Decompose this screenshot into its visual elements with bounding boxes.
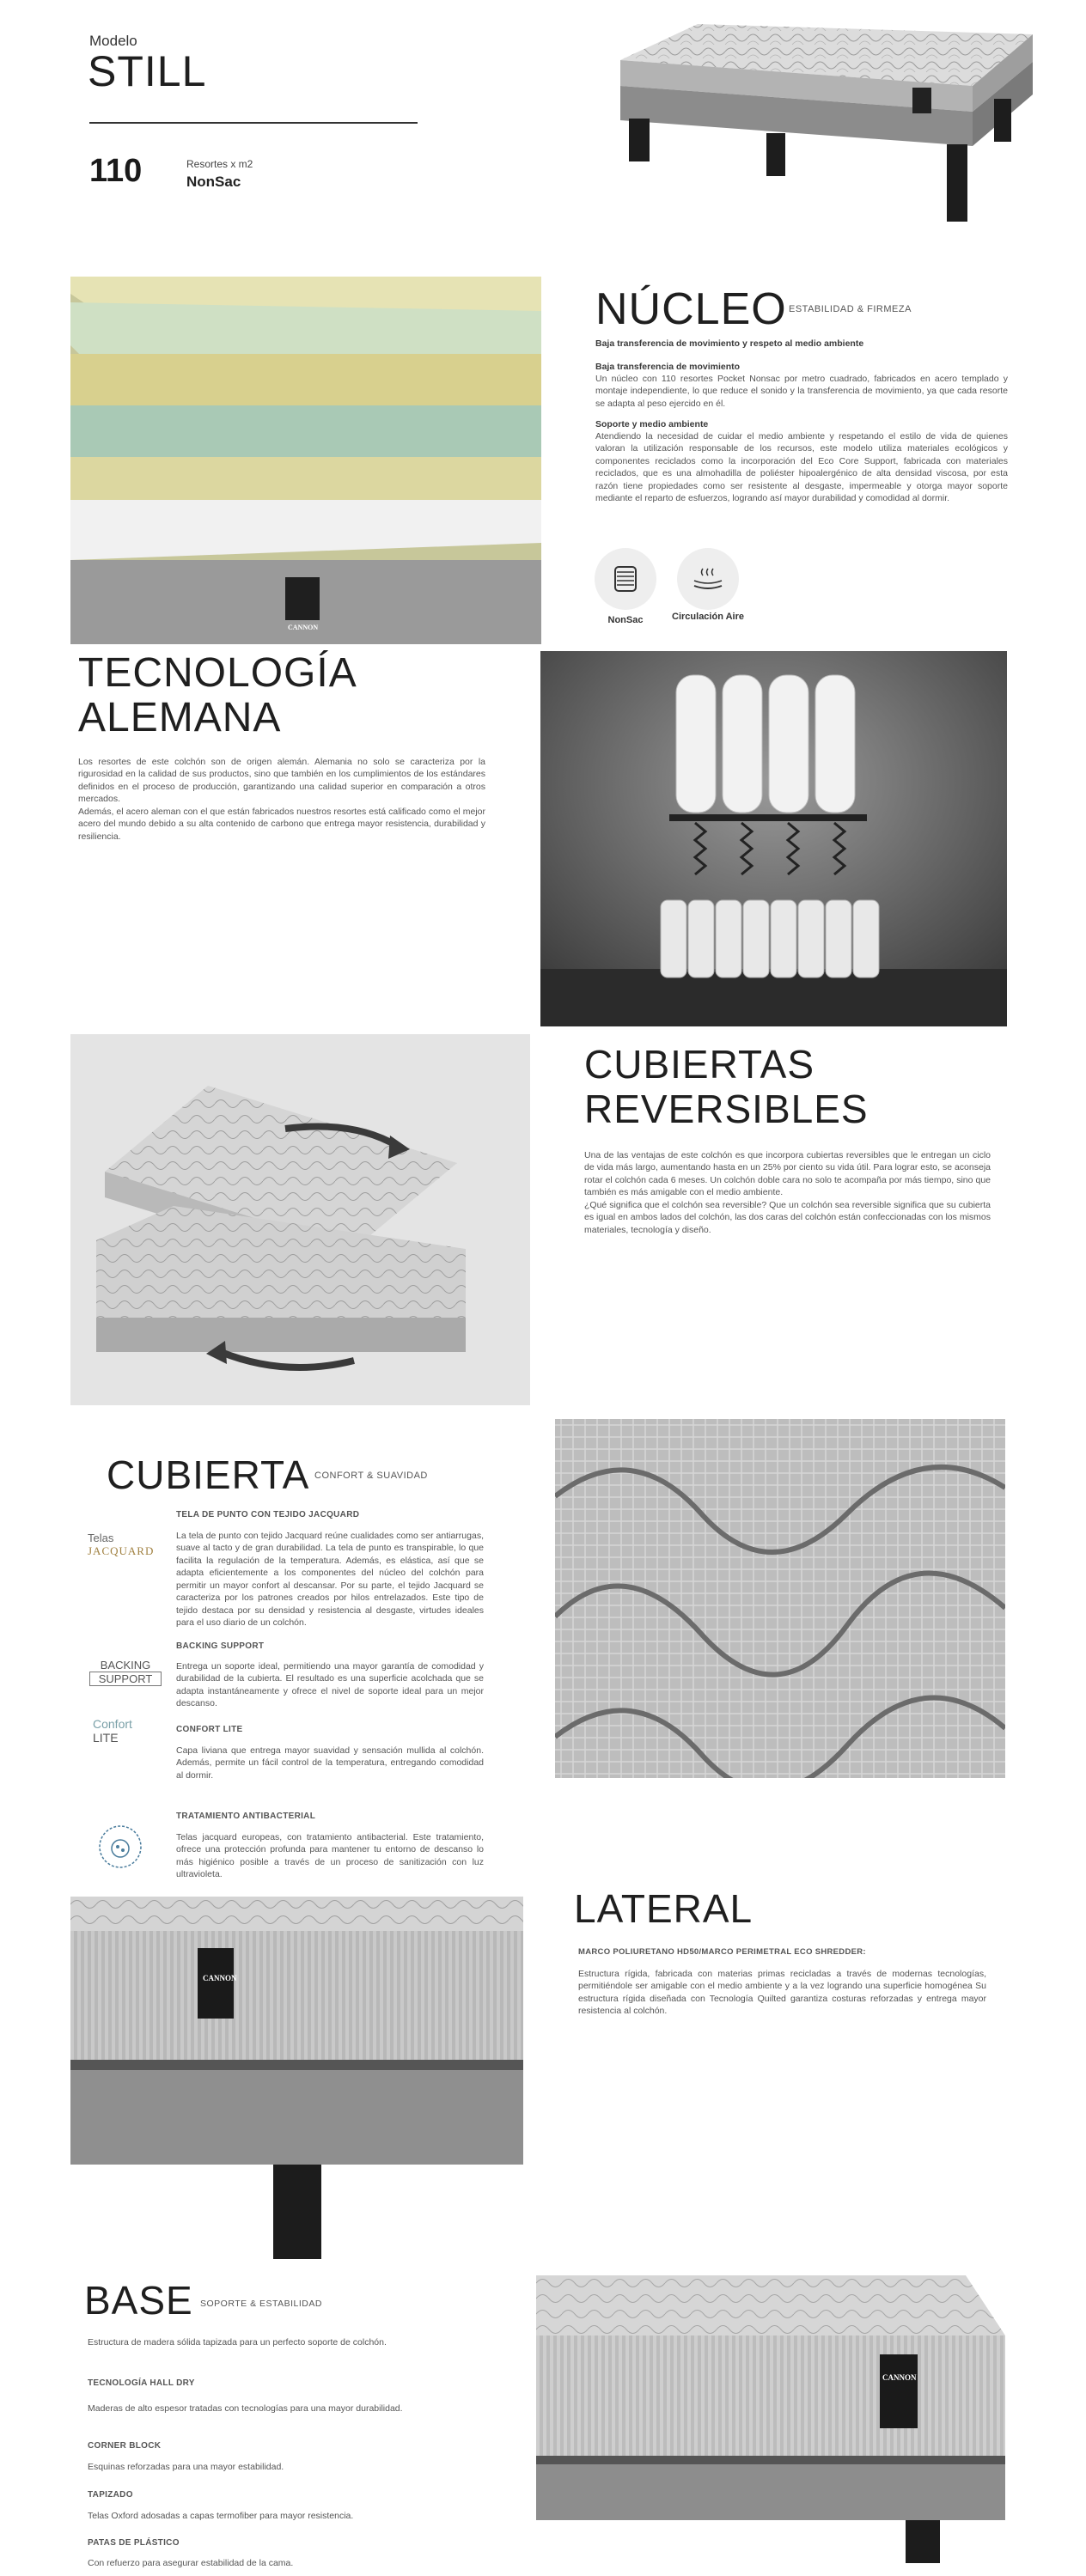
- base-title: BASE: [84, 2278, 193, 2323]
- springs-icon-label: NonSac: [607, 615, 644, 625]
- antibacterial-text: Telas jacquard europeas, con tratamiento antibacterial. Este tratamiento, ofrece una protección profunda para mantener tu entorno de descanso lo más higiénico posible a través de un proceso de sanitización con luz ultravioleta.: [176, 1832, 484, 1880]
- jacquard-fabric-closeup-image: [555, 1419, 1005, 1778]
- jacquard-logo-line2: JACQUARD: [88, 1544, 155, 1557]
- nucleo-tag: ESTABILIDAD & FIRMEZA: [789, 304, 912, 314]
- base-item-4-heading: PATAS DE PLÁSTICO: [88, 2538, 180, 2548]
- base-item-1-heading: TECNOLOGÍA HALL DRY: [88, 2378, 195, 2388]
- confort-lite-heading: CONFORT LITE: [176, 1725, 243, 1734]
- backing-support-text: Entrega un soporte ideal, permitiendo una mayor garantía de comodidad y durabilidad de la cubierta. El resultado es una superficie acolchada que se adapta instantáneamente y ofrece el nivel de soporte ideal para un mejor descanso.: [176, 1661, 484, 1709]
- lateral-heading: MARCO POLIURETANO HD50/MARCO PERIMETRAL ECO SHREDDER:: [578, 1947, 866, 1957]
- cubiertas-title-line2: REVERSIBLES: [584, 1087, 869, 1131]
- cubiertas-title-line1: CUBIERTAS: [584, 1042, 815, 1087]
- nucleo-section-1-text: Un núcleo con 110 resortes Pocket Nonsac por metro cuadrado, fabricados en acero templado y montaje independiente, lo que reduce el sonido y la transferencia de movimiento, ya que cada resorte se adapta al peso ejercido en él.: [595, 374, 1008, 409]
- tecnologia-text: Los resortes de este colchón son de origen alemán. Alemania no solo se caracteriza por la rigurosidad en la calidad de sus productos, sino que también en los cumplimientos de los estándares definidos en el proceso de producción, garantizando una calidad superior en comparación a otros mercados. Además, el acero aleman con el que están fabricados nuestros resortes está calificado como el mejor acero del mundo debido a su alta contenido de carbono que entrega mayor resistencia, durabilidad y resiliencia.: [78, 757, 485, 842]
- antibacterial-seal-icon: [96, 1823, 144, 1871]
- antibacterial-heading: TRATAMIENTO ANTIBACTERIAL: [176, 1812, 316, 1821]
- base-item-2-text: Esquinas reforzadas para una mayor estabilidad.: [88, 2462, 284, 2472]
- confort-lite-text: Capa liviana que entrega mayor suavidad y sensación mullida al colchón. Además, permite un fácil control de la temperatura, entregando comodidad al dormir.: [176, 1745, 484, 1781]
- confort-logo-line1: Confort: [93, 1717, 132, 1731]
- nucleo-intro: Baja transferencia de movimiento y respeto al medio ambiente: [595, 338, 864, 349]
- base-corner-image: [536, 2275, 1005, 2563]
- jacquard-text: La tela de punto con tejido Jacquard reúne cualidades como ser antiarrugas, suave al tacto y de gran durabilidad. La tela de punto es transpirable, lo que facilita la regulación de la temperatura. Además, es elástica, así que se adapta eficientemente a los componentes del núcleo del colchón para permitir un mayor confort al descansar. Por su parte, el tejido Jacquard se caracteriza por los patrones creados por hilos entrelazados. Este tipo de tejido destaca por su densidad y resistencia al desgaste, virtudes ideales para el uso diario de un colchón.: [176, 1531, 484, 1629]
- german-springs-image: [540, 651, 1007, 1026]
- mattress-side-image: [70, 1897, 523, 2259]
- model-name: STILL: [88, 47, 207, 95]
- jacquard-logo: [88, 1532, 165, 1558]
- base-item-3-heading: TAPIZADO: [88, 2490, 133, 2500]
- backing-logo-line1: BACKING: [100, 1659, 151, 1672]
- brand-label-2: CANNON: [882, 2373, 917, 2382]
- nucleo-section-2-text: Atendiendo la necesidad de cuidar el medio ambiente y respetando el estilo de vida de quienes valoran la utilización responsable de los recursos, este modelo utiliza materiales ecológicos y componentes reciclados como la incorporación del Eco Core Support, fabricada con materiales reciclados, que es una almohadilla de poliéster hipoalergénico de alta densidad viscosa, por esta razón tiene propiedades como ser resistente al desgaste, impermeable y otorga mayor soporte mediante el reparto de esfuerzos, logrando así mayor durabilidad y comodidad al dormir.: [595, 431, 1008, 504]
- base-tag: SOPORTE & ESTABILIDAD: [200, 2299, 322, 2309]
- springs-unit: Resortes x m2: [186, 158, 253, 170]
- base-intro: Estructura de madera sólida tapizada para un perfecto soporte de colchón.: [88, 2337, 387, 2348]
- jacquard-heading: TELA DE PUNTO CON TEJIDO JACQUARD: [176, 1510, 360, 1519]
- air-circulation-icon: [677, 548, 739, 610]
- base-item-4-text: Con refuerzo para asegurar estabilidad de la cama.: [88, 2558, 294, 2568]
- springs-icon: [595, 548, 656, 610]
- base-item-3-text: Telas Oxford adosadas a capas termofiber para mayor resistencia.: [88, 2511, 354, 2521]
- backing-support-logo: [89, 1659, 162, 1686]
- brand-label-3: CANNON: [288, 624, 319, 631]
- base-item-1-text: Maderas de alto espesor tratadas con tecnologías para una mayor durabilidad.: [88, 2403, 403, 2414]
- backing-logo-line2: SUPPORT: [89, 1672, 162, 1686]
- cubierta-title: CUBIERTA: [107, 1452, 310, 1497]
- backing-support-heading: BACKING SUPPORT: [176, 1641, 265, 1651]
- tecnologia-title-line1: TECNOLOGÍA: [78, 650, 357, 696]
- hero-mattress-image: [569, 17, 1033, 232]
- base-item-2-heading: CORNER BLOCK: [88, 2441, 162, 2451]
- nucleo-title: NÚCLEO: [595, 284, 787, 334]
- foam-layers-image: [70, 277, 541, 644]
- air-circulation-label: Circulación Aire: [672, 612, 744, 622]
- tecnologia-title-line2: ALEMANA: [78, 695, 282, 740]
- confort-lite-logo: [93, 1717, 165, 1745]
- reversible-mattress-image: [70, 1034, 530, 1405]
- nucleo-section-2-heading: Soporte y medio ambiente: [595, 419, 709, 429]
- springs-count: 110: [89, 153, 143, 189]
- lateral-text: Estructura rígida, fabricada con materias primas recicladas a través de modernas tecnologías, permitiéndole ser amigable con el medio ambiente y a la vez logrando una superficie homogénea Su estructura rígida diseñada con Tecnología Quilted garantiza costuras reforzadas y entrega mayor resistencia al colchón.: [578, 1969, 986, 2017]
- cubiertas-text: Una de las ventajas de este colchón es que incorpora cubiertas reversibles que le entregan un ciclo de vida más largo, aumentando hasta en un 25% por ciento su vida útil. Para lograr esto, se aconseja rotar el colchón cada 6 meses. Un colchón doble cara no solo te acompaña por más tiempo, sino que también es más amigable con el medio ambiente. ¿Qué significa que el colchón sea reversible? Que un colchón sea reversible significa que su cubierta es igual en ambos lados del colchón, las dos caras del colchón están confeccionadas con los mismos materiales, tecnología y diseño.: [584, 1150, 991, 1235]
- springs-type: NonSac: [186, 174, 241, 190]
- lateral-title: LATERAL: [574, 1886, 753, 1931]
- cubierta-tag: CONFORT & SUAVIDAD: [314, 1471, 428, 1481]
- nucleo-section-1-heading: Baja transferencia de movimiento: [595, 362, 741, 372]
- jacquard-logo-line1: Telas: [88, 1532, 114, 1544]
- header-divider: [89, 122, 418, 124]
- confort-logo-line2: LITE: [93, 1731, 119, 1745]
- brand-label-1: CANNON: [203, 1974, 237, 1982]
- model-label: Modelo: [89, 33, 137, 49]
